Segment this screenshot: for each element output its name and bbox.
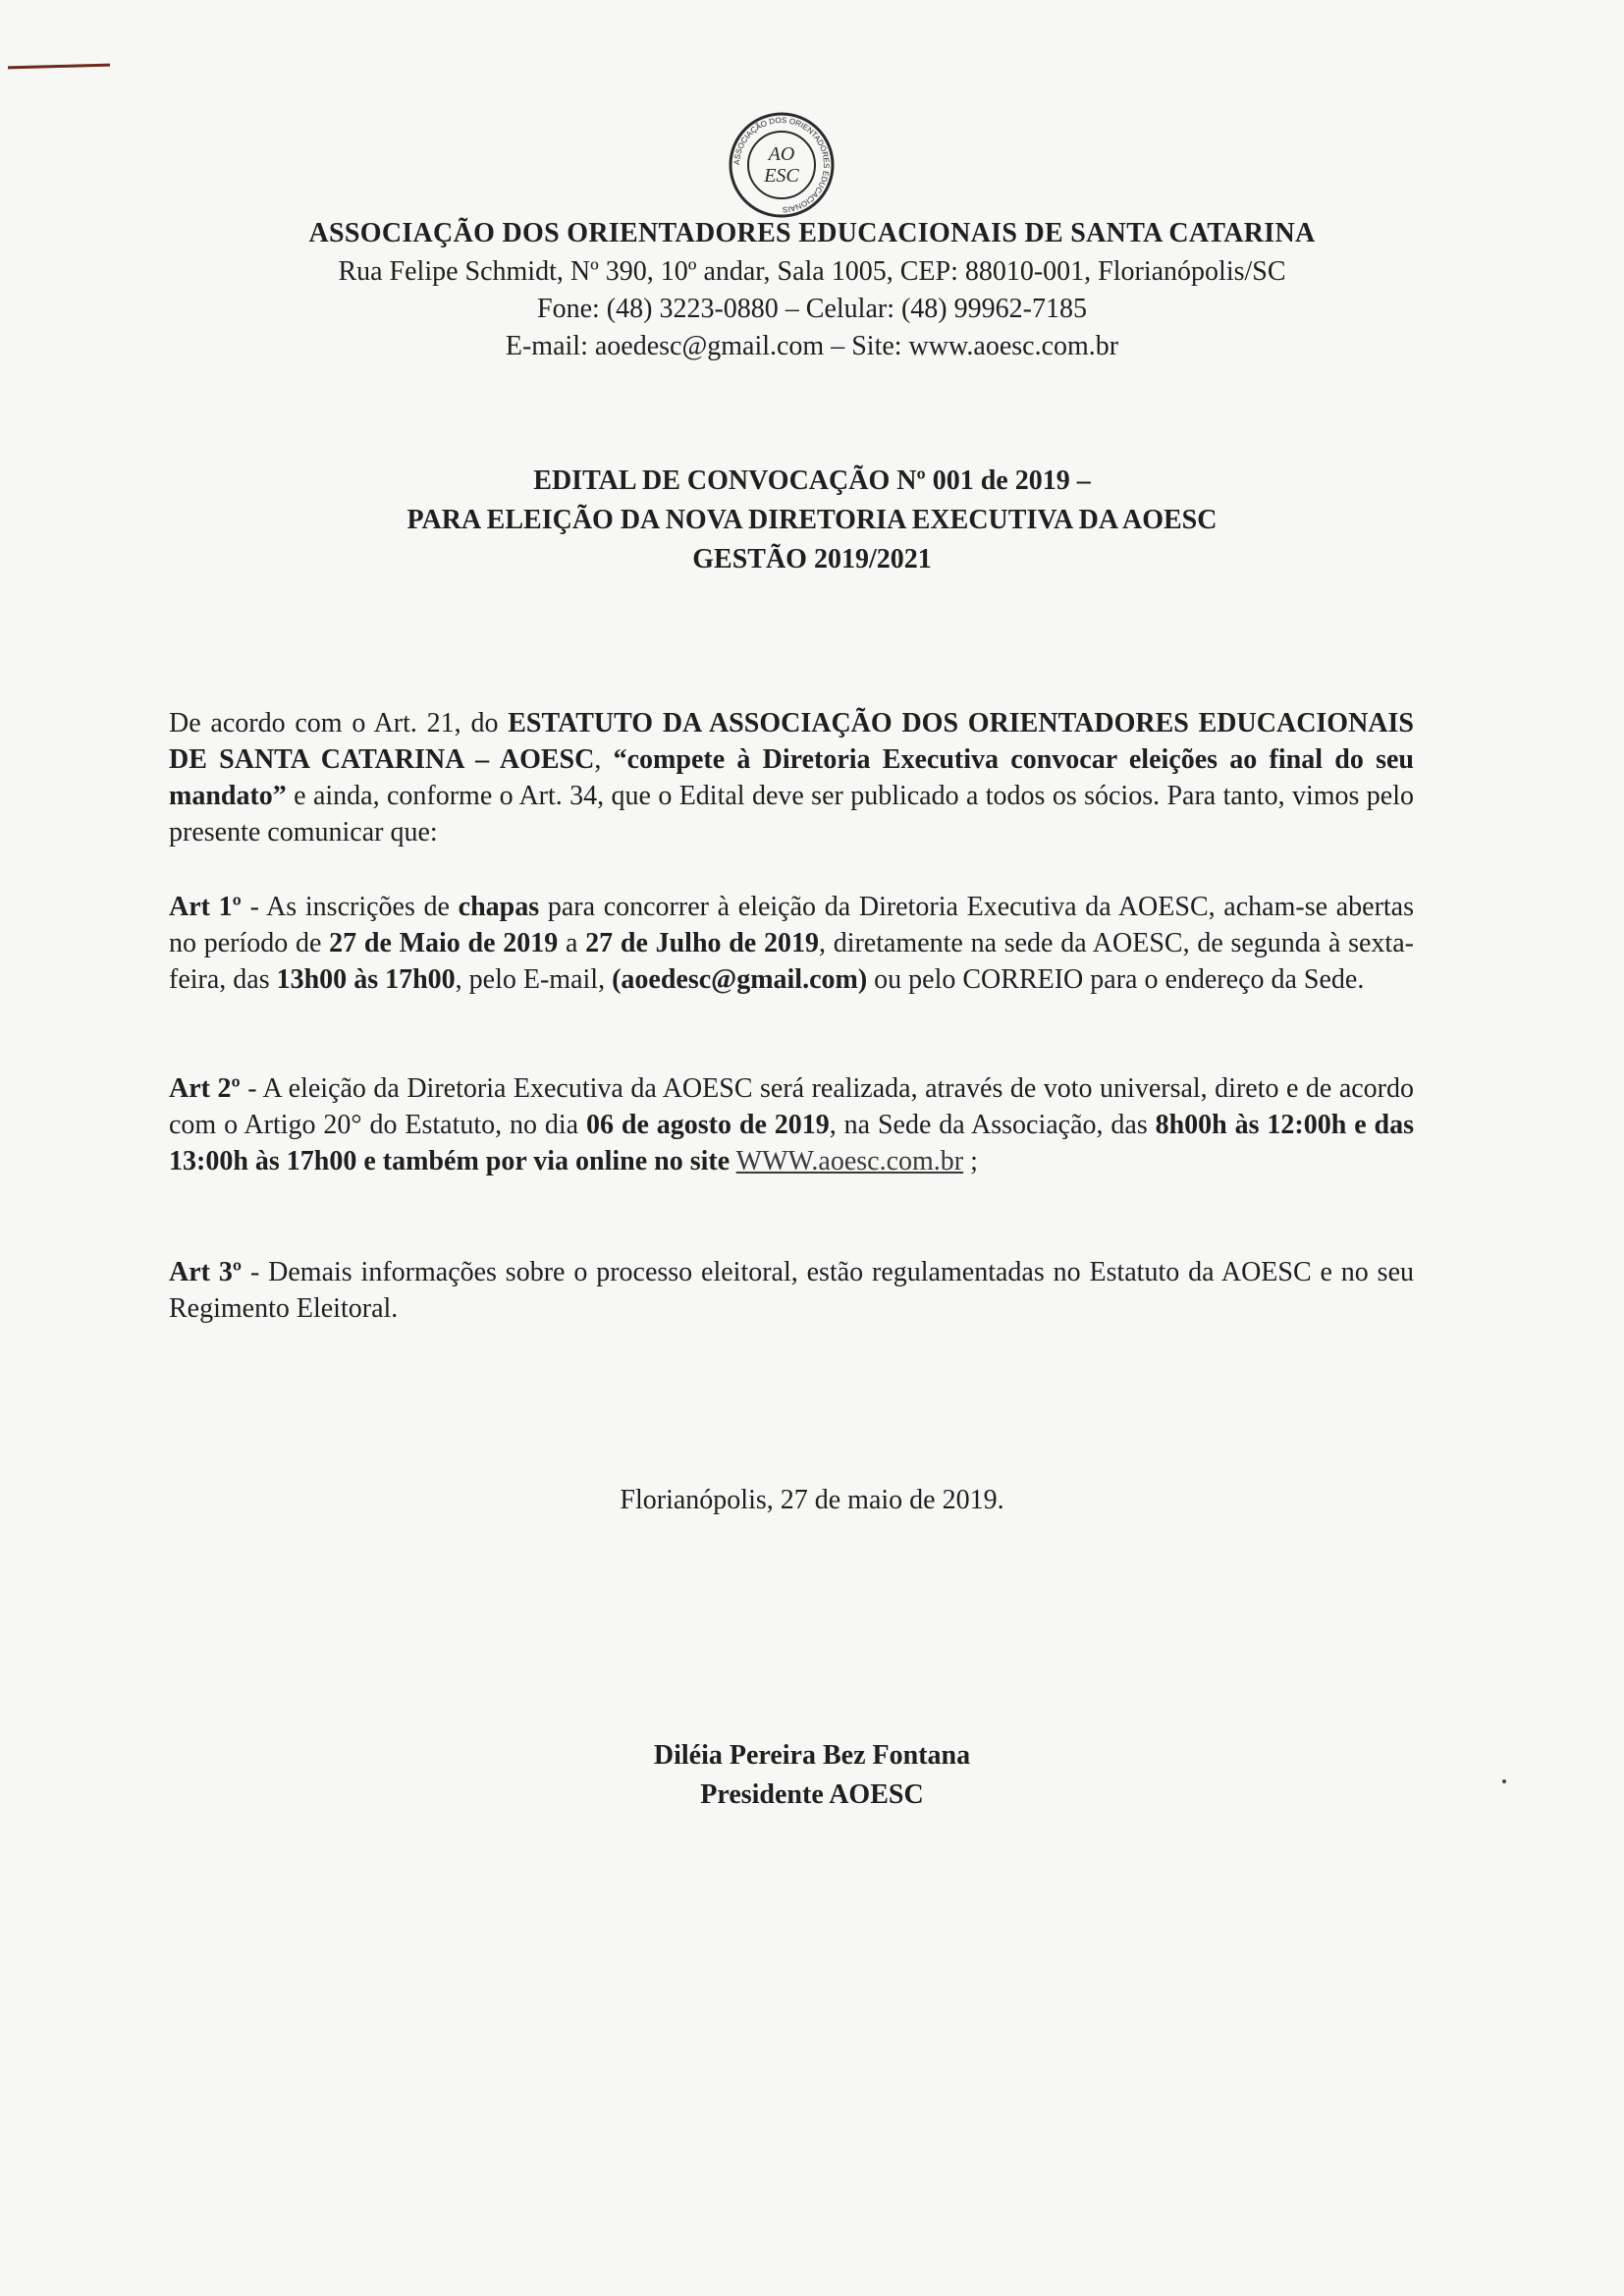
- website-link[interactable]: WWW.aoesc.com.br: [735, 1146, 964, 1176]
- email-address: (aoedesc@gmail.com): [612, 964, 868, 995]
- signatory-role: Presidente AOESC: [700, 1779, 924, 1810]
- contact-line: E-mail: aoedesc@gmail.com – Site: www.aoesc.com.br: [505, 331, 1119, 361]
- end-time: 17h00: [385, 964, 456, 995]
- scan-pen-mark: [8, 64, 110, 70]
- article-text: para concorrer à eleição da Diretoria Executiva da AOESC, acham-se abertas no período de: [169, 892, 1414, 958]
- address-line: Rua Felipe Schmidt, Nº 390, 10º andar, Sala 1005, CEP: 88010-001, Florianópolis/SC: [338, 256, 1286, 287]
- article-2: [169, 1070, 1414, 1179]
- svg-text:ESC: ESC: [764, 165, 799, 187]
- title-line-2: PARA ELEIÇÃO DA NOVA DIRETORIA EXECUTIVA DA AOESC: [406, 505, 1218, 535]
- title-line-3: GESTÃO 2019/2021: [692, 544, 932, 574]
- article-label: Art 3º: [169, 1257, 243, 1287]
- title-line-1: EDITAL DE CONVOCAÇÃO Nº 001 de 2019 –: [533, 465, 1091, 496]
- svg-text:AO: AO: [768, 143, 795, 165]
- article-text: - As inscrições de: [241, 892, 459, 922]
- article-text: - A eleição da Diretoria Executiva da AOESC será realizada, através de voto universal, direto e de acordo com o Artigo 20° do Estatuto, no dia: [169, 1073, 1415, 1140]
- svg-text:ASSOCIAÇÃO DOS ORIENTADORES ED: ASSOCIAÇÃO DOS ORIENTADORES EDUCACIONAIS: [731, 115, 832, 215]
- start-date: 27 de Maio de 2019: [329, 928, 559, 958]
- end-date: 27 de Julho de 2019: [585, 928, 819, 958]
- article-text: - Demais informações sobre o processo eleitoral, estão regulamentadas no Estatuto da AOESC e no seu Regimento Eleitoral.: [169, 1257, 1415, 1324]
- organization-name: ASSOCIAÇÃO DOS ORIENTADORES EDUCACIONAIS DE SANTA CATARINA: [308, 218, 1316, 248]
- intro-text: De acordo com o Art. 21, do: [169, 708, 509, 738]
- signature-block: [0, 1736, 1624, 1815]
- start-time: 13h00: [276, 964, 348, 995]
- statute-name: ESTATUTO DA ASSOCIAÇÃO DOS ORIENTADORES EDUCACIONAIS DE SANTA CATARINA – AOESC: [169, 708, 1415, 775]
- article-label: Art 2º: [169, 1073, 241, 1104]
- letterhead: [0, 214, 1624, 365]
- statute-quote: “compete à Diretoria Executiva convocar eleições ao final do seu mandato”: [169, 744, 1415, 811]
- article-3: [169, 1254, 1414, 1327]
- intro-text: e ainda, conforme o Art. 34, que o Edital deve ser publicado a todos os sócios. Para tanto, vimos pelo presente comunicar que:: [169, 781, 1414, 847]
- article-1: [169, 889, 1414, 998]
- article-bold: às: [353, 964, 379, 995]
- document-title: [0, 462, 1624, 579]
- place-and-date: Florianópolis, 27 de maio de 2019.: [620, 1485, 1004, 1515]
- election-hours: 8h00h às 12:00h e das 13:00h às 17h00 e também por via online no site: [169, 1110, 1414, 1176]
- intro-text: ,: [594, 744, 614, 775]
- article-text: , pelo E-mail,: [455, 964, 613, 995]
- intro-paragraph: [169, 705, 1414, 850]
- article-text: ou pelo CORREIO para o endereço da Sede.: [867, 964, 1365, 995]
- article-bold: chapas: [458, 892, 540, 922]
- article-text: ;: [963, 1146, 978, 1176]
- article-text: a: [558, 928, 586, 958]
- article-text: , na Sede da Associação, das: [829, 1110, 1156, 1140]
- aoesc-seal-logo: [728, 111, 836, 219]
- article-label: Art 1º: [169, 892, 242, 922]
- signatory-name: Diléia Pereira Bez Fontana: [653, 1740, 971, 1771]
- scan-speck: [1502, 1779, 1506, 1783]
- election-date: 06 de agosto de 2019: [586, 1110, 830, 1140]
- article-text: , diretamente na sede da AOESC, de segunda à sexta-feira, das: [169, 928, 1414, 995]
- phone-line: Fone: (48) 3223-0880 – Celular: (48) 99962-7185: [537, 294, 1087, 324]
